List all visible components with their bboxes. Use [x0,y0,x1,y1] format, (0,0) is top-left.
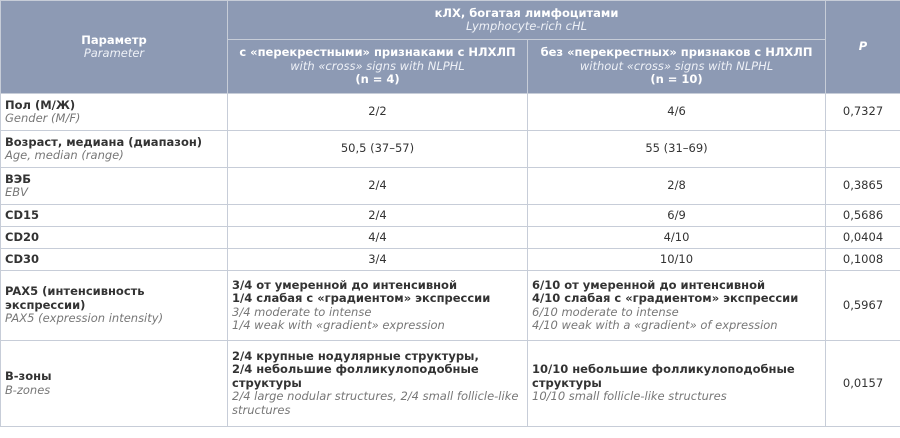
row-param: ВЭБ EBV [1,168,228,205]
header-col1-en: with «cross» signs with NLPHL [290,58,465,73]
header-parameter-en: Parameter [83,46,145,60]
header-col2 [528,40,826,94]
row-param: CD20 [1,227,228,249]
table-row-pax5 [1,271,900,341]
row-p: 0,3865 [826,168,900,205]
row-c2: 4/10 [528,227,826,249]
row-param: Пол (М/Ж) Gender (M/F) [1,94,228,131]
header-col1 [228,40,528,94]
row-p: 0,5686 [826,205,900,227]
row-p: 0,7327 [826,94,900,131]
pax5-p: 0,5967 [826,271,900,341]
table-row [1,205,900,227]
row-param: CD30 [1,249,228,271]
header-group-ru: кЛХ, богатая лимфоцитами [434,5,619,20]
bzones-p: 0,0157 [826,341,900,427]
table-row [1,94,900,131]
header-p-label: P [858,39,868,54]
header-parameter [1,1,228,94]
row-p: 0,1008 [826,249,900,271]
row-c2: 2/8 [528,168,826,205]
table-row-bzones [1,341,900,427]
table-row [1,131,900,168]
row-c2: 55 (31–69) [528,131,826,168]
row-p [826,131,900,168]
row-param: PAX5 (интенсивность экспрессии) PAX5 (expression intensity) [1,271,228,341]
bzones-c1: 2/4 крупные нодулярные структуры, 2/4 небольшие фолликулоподобные структуры 2/4 large nodular structures, 2/4 small follicle-like structures [228,341,528,427]
header-col1-ru: с «перекрестными» признаками с НЛХЛП [239,45,516,60]
pax5-c1: 3/4 от умеренной до интенсивной 1/4 слабая с «градиентом» экспрессии 3/4 moderate to intense 1/4 weak with «gradient» expression [228,271,528,341]
header-group [228,1,826,40]
row-c2: 6/9 [528,205,826,227]
bzones-c2: 10/10 небольшие фолликулоподобные структуры 10/10 small follicle-like structures [528,341,826,427]
row-p: 0,0404 [826,227,900,249]
row-c1: 4/4 [228,227,528,249]
row-c2: 4/6 [528,94,826,131]
table-row [1,168,900,205]
pax5-c2: 6/10 от умеренной до интенсивной 4/10 слабая с «градиентом» экспрессии 6/10 moderate to intense 4/10 weak with a «gradient» of expression [528,271,826,341]
row-param: Возраст, медиана (диапазон) Age, median (range) [1,131,228,168]
table-row [1,249,900,271]
row-c1: 2/4 [228,205,528,227]
header-col1-n: (n = 4) [355,72,400,87]
header-col2-en: without «cross» signs with NLPHL [579,58,774,73]
row-c1: 3/4 [228,249,528,271]
row-c1: 2/2 [228,94,528,131]
row-param: В-зоны B-zones [1,341,228,427]
header-p [826,1,900,94]
row-c1: 2/4 [228,168,528,205]
header-col2-ru: без «перекрестных» признаков с НЛХЛП [540,45,813,60]
row-param: CD15 [1,205,228,227]
header-col2-n: (n = 10) [650,72,703,87]
header-group-en: Lymphocyte-rich cHL [465,19,588,33]
table-row [1,227,900,249]
row-c1: 50,5 (37–57) [228,131,528,168]
row-c2: 10/10 [528,249,826,271]
header-parameter-ru: Параметр [81,32,147,47]
